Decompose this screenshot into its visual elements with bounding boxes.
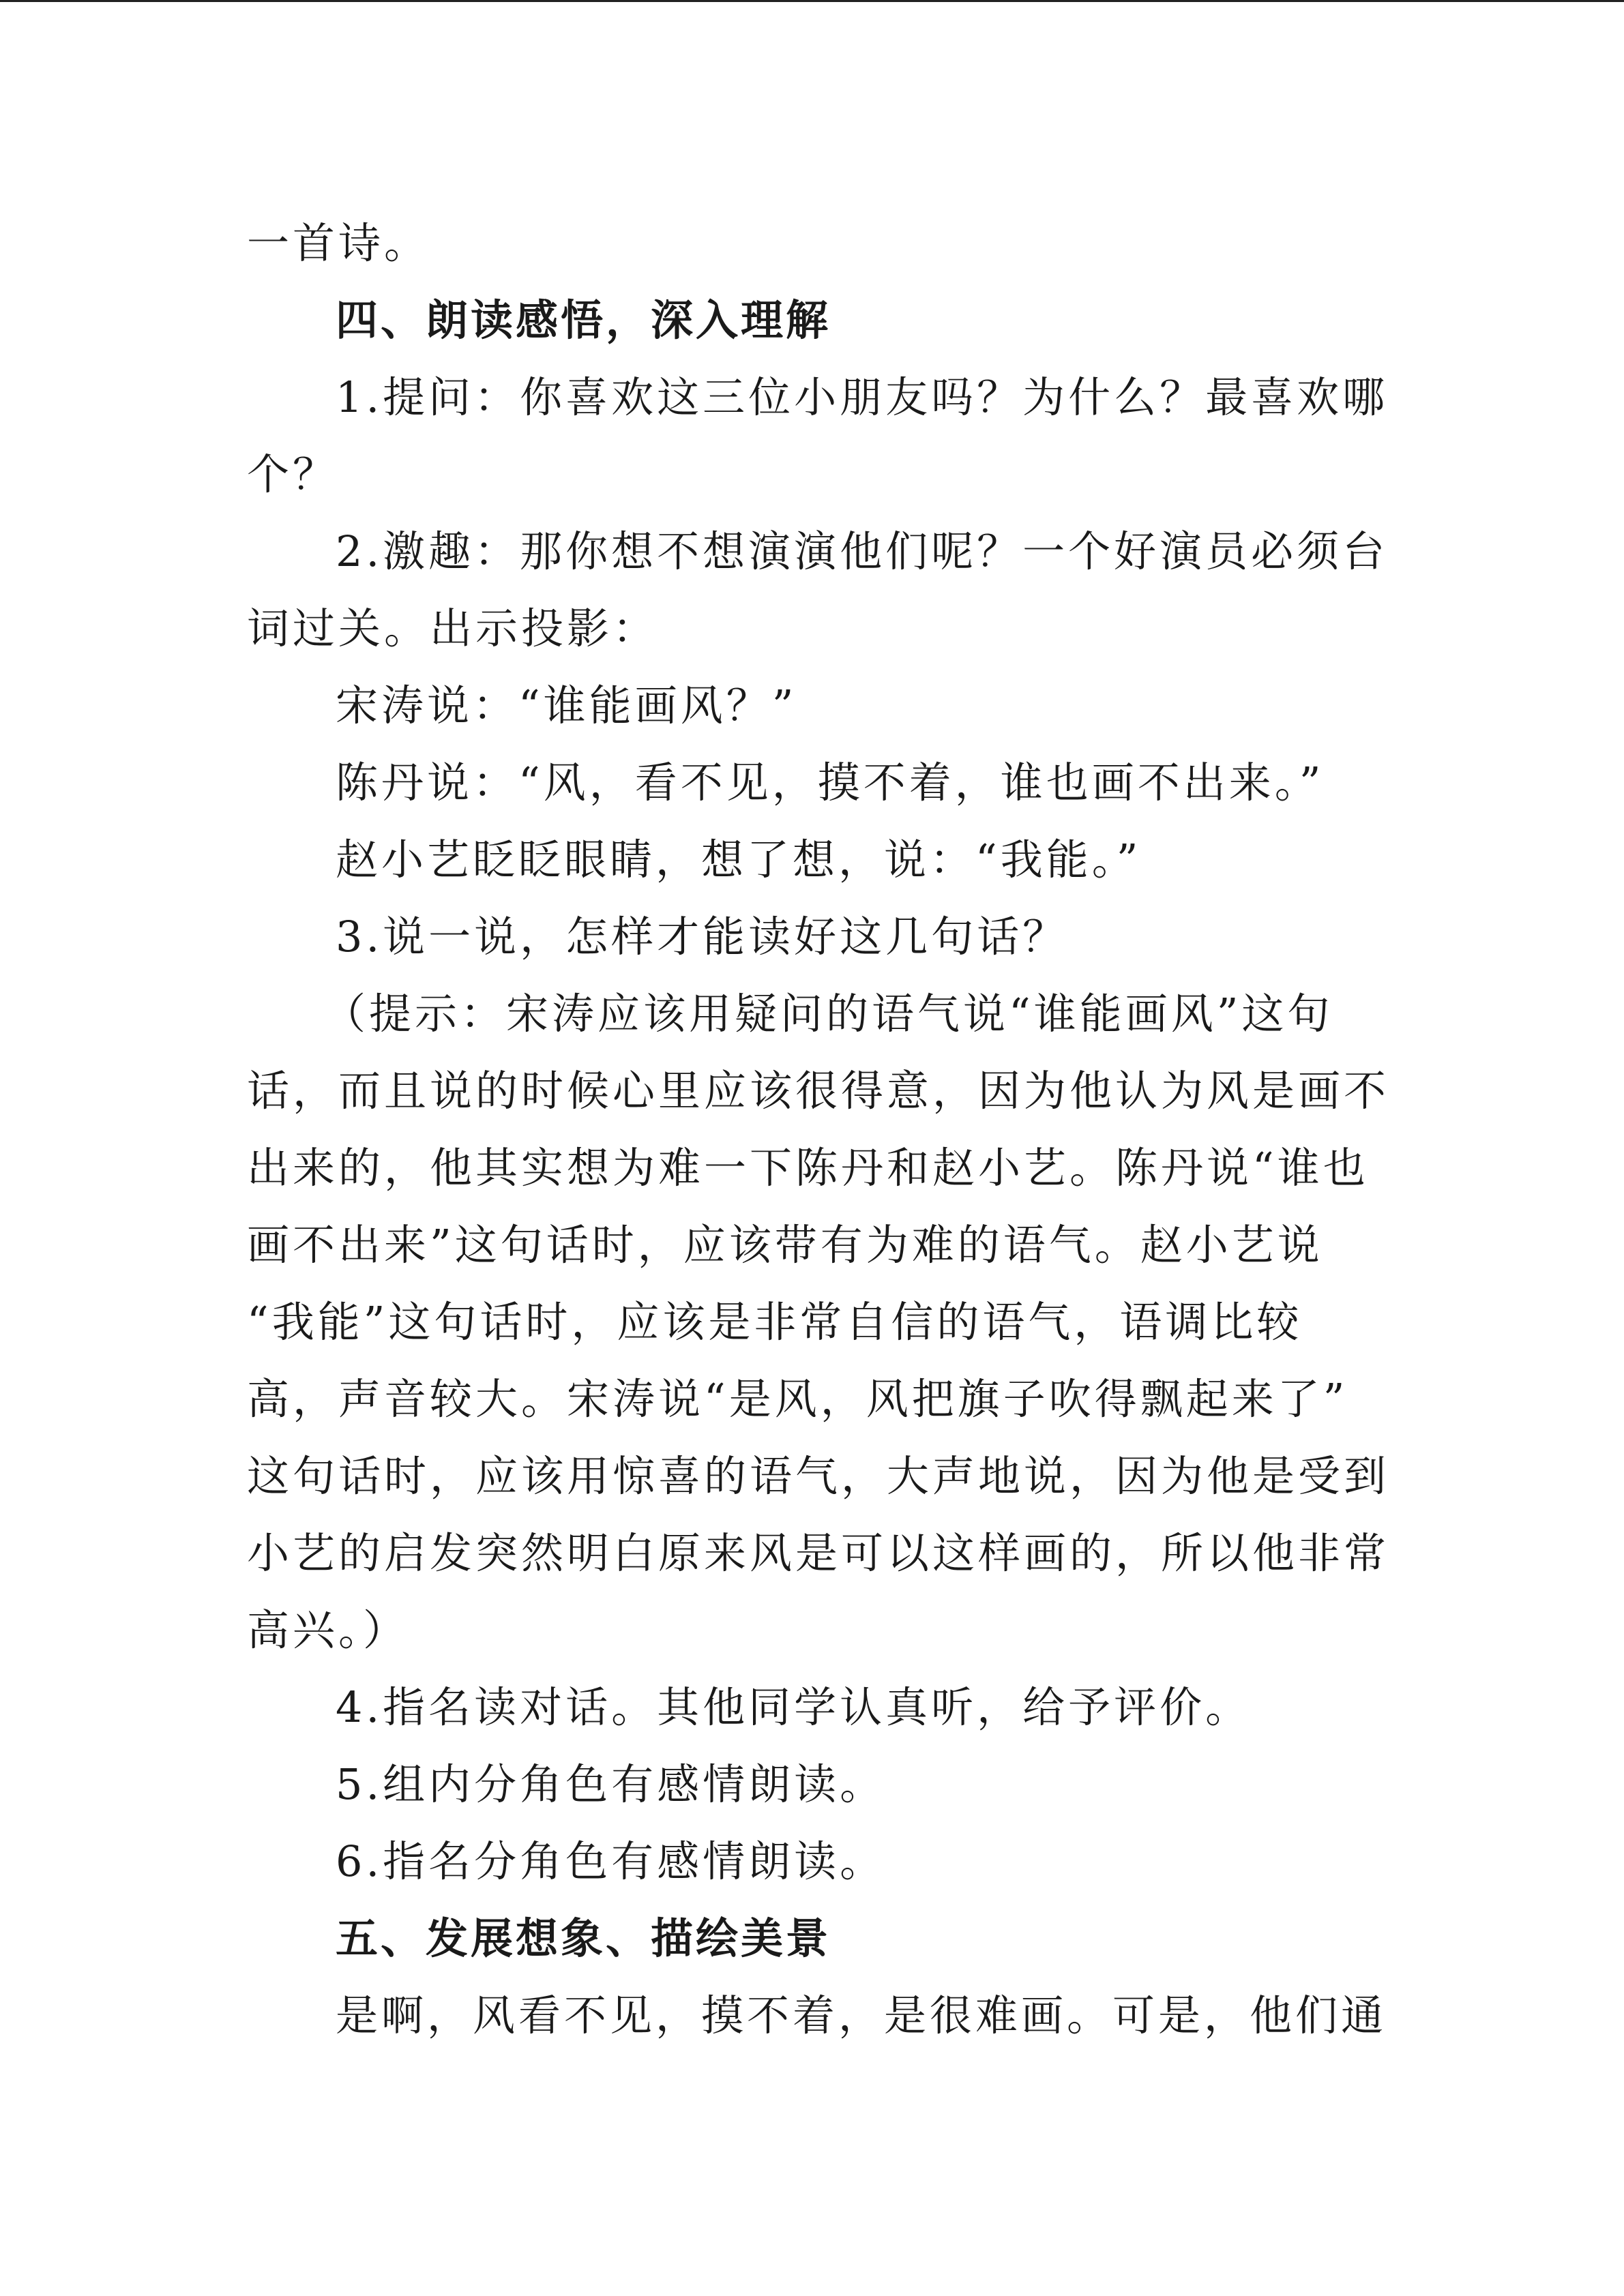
text-line: 画不出来”这句话时，应该带有为难的语气。赵小艺说: [247, 1220, 1323, 1270]
text-line: 这句话时，应该用惊喜的语气，大声地说，因为他是受到: [247, 1451, 1390, 1501]
document-body: [247, 205, 1390, 2054]
text-line: 高，声音较大。宋涛说“是风，风把旗子吹得飘起来了”: [247, 1374, 1348, 1424]
section-heading-4: 四、朗读感悟，深入理解: [336, 295, 831, 345]
text-line: “我能”这句话时，应该是非常自信的语气，语调比较: [247, 1297, 1303, 1347]
dialogue-line: 宋涛说：“谁能画风？”: [336, 681, 797, 730]
text-line: 4.指名读对话。其他同学认真听，给予评价。: [336, 1682, 1252, 1732]
text-line: 话，而且说的时候心里应该很得意，因为他认为风是画不: [247, 1066, 1390, 1116]
text-line: 出来的，他其实想为难一下陈丹和赵小艺。陈丹说“谁也: [247, 1143, 1369, 1193]
text-line: 5.组内分角色有感情朗读。: [336, 1759, 886, 1809]
text-line: 一首诗。: [247, 218, 430, 268]
text-line: 小艺的启发突然明白原来风是可以这样画的，所以他非常: [247, 1528, 1390, 1578]
dialogue-line: 陈丹说：“风，看不见，摸不着，谁也画不出来。”: [336, 758, 1325, 807]
text-line: 是啊，风看不见，摸不着，是很难画。可是，他们通: [336, 1991, 1387, 2040]
section-heading-5: 五、发展想象、描绘美景: [336, 1913, 831, 1963]
page-top-border: [0, 0, 1624, 2]
text-line: 1.提问：你喜欢这三位小朋友吗？为什么？最喜欢哪: [336, 372, 1389, 422]
dialogue-line: 赵小艺眨眨眼睛，想了想，说：“我能。”: [336, 835, 1142, 884]
text-line: 词过关。出示投影：: [247, 603, 659, 653]
text-line: 高兴。）: [247, 1605, 409, 1655]
text-line: 6.指名分角色有感情朗读。: [336, 1836, 886, 1886]
text-line: 2.激趣：那你想不想演演他们呢？一个好演员必须台: [336, 526, 1389, 576]
text-line: （提示：宋涛应该用疑问的语气说“谁能画风”这句: [323, 989, 1333, 1039]
text-line: 3.说一说，怎样才能读好这几句话？: [336, 912, 1069, 961]
text-line: 个？: [247, 449, 339, 499]
